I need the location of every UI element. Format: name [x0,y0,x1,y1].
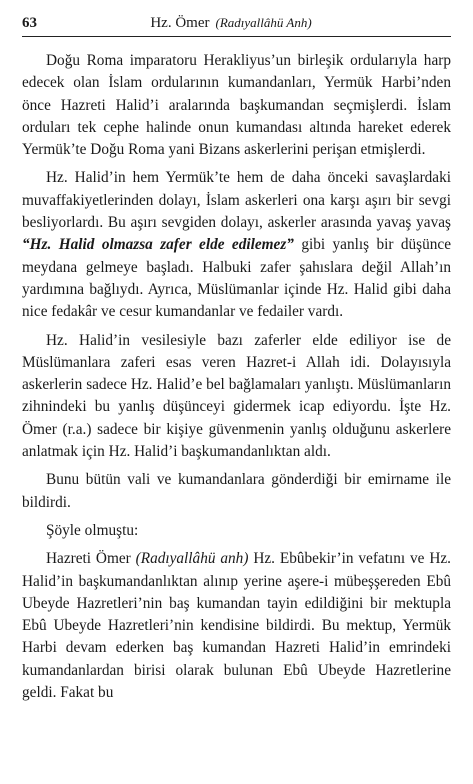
paragraph-4: Bunu bütün vali ve kumandanlara gönderdiği bir emirname ile bildirdi. [22,471,451,511]
honorific-italic: (Radıyallâhü anh) [135,550,249,568]
body-text [22,50,451,710]
emphasized-quote: “Hz. Halid olmazsa zafer elde edilemez” [22,236,294,254]
paragraph-2-part-1: Hz. Halid’in hem Yermük’te hem de daha önceki savaşlardaki muvaffakiyetlerinden dolayı, İslam askerleri ona karşı aşırı bir sevgi besliyorlardı. Bu aşırı sevgiden dolayı, askerler arasında yavaş yavaş [22,169,451,232]
paragraph-1: Doğu Roma imparatoru Herakliyus’un birleşik ordularıyla harp edecek olan İslam ordularının kumandanları, Yermük Harbi’nden önce Hazreti Halid’i aralarında başkumandan seçmişlerdi. İslam orduları tek cephe halinde onun kumandası altında hareket ederek Yermük’te Doğu Roma yani Bizans askerlerini perişan etmişlerdi. [22,52,451,159]
running-title-subtitle: (Radıyallâhü Anh) [215,15,312,30]
paragraph-6-part-1: Hazreti Ömer [46,550,136,568]
running-title-main: Hz. Ömer [150,15,210,31]
running-title [37,13,451,36]
paragraph-6 [22,548,451,704]
paragraph-3: Hz. Halid’in vesilesiyle bazı zaferler elde ediliyor ise de Müslümanlara zaferi esas veren Hazret-i Allah idi. Dolayısıyla askerlerin sadece Hz. Halid’e bel bağlamaları yanlıştı. Müslümanların zihnindeki bu yanlış düşünceyi gidermek icap ediyordu. İşte Hz. Ömer (r.a.) sadece bir kişiye güvenmenin yanlış olduğunu askerlere anlatmak için Hz. Halid’i başkumandanlıktan aldı. [22,331,451,461]
page-number: 63 [22,15,37,31]
paragraph-2-part-2: gibi yanlış bir düşünce meydana gelmeye başladı. Halbuki zafer şahıslara değil Allah’ın yardımına bağlıydı. Ayrıca, Müslümanlar içinde Hz. Halid gibi daha nice fedakâr ve cesur kumandanlar ve fedailer vardı. [22,236,451,321]
paragraph-6-part-2: Hz. Ebûbekir’in vefatını ve Hz. Halid’in başkumandanlıktan alınıp yerine aşere-i mübeşşereden Ebû Ubeyde Hazretleri’nin baş kumandan tayin edildiğini bir mektupla Ebû Ubeyde Hazretleri’nin kendisine bildirdi. Bu mektup, Yermük Harbi devam ederken baş kumandan Hazreti Halid’in emrindeki kumandanlardan birisi olarak bulunan Ebû Ubeyde Hazretlerine geldi. Fakat bu [22,550,452,702]
paragraph-2 [22,167,451,323]
running-header [22,12,451,37]
paragraph-5: Şöyle olmuştu: [46,521,139,539]
